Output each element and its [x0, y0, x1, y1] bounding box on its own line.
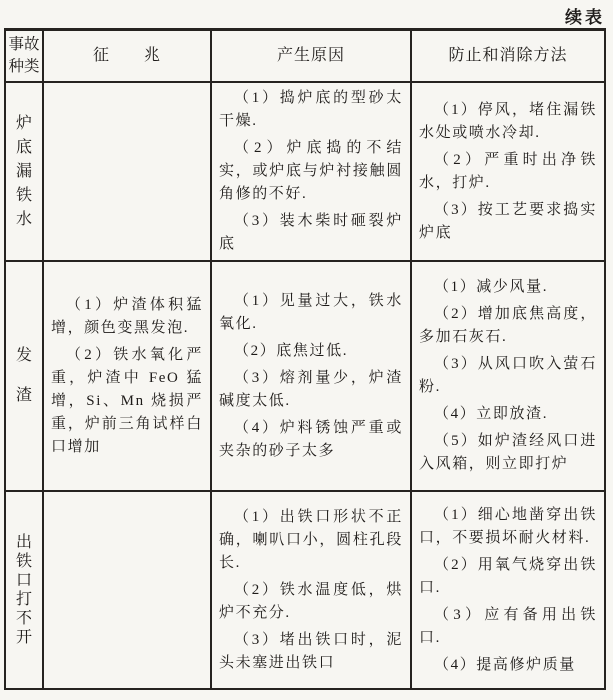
header-accident-type: 事故种类 [8, 36, 40, 75]
cell-paragraph: （4）炉料锈蚀严重或夹杂的砂子太多 [219, 419, 403, 459]
causes-cell [210, 260, 410, 490]
accident-type-label: 炉底漏铁水 [15, 114, 32, 228]
accident-type-cell [6, 81, 42, 260]
accident-type-cell [6, 490, 42, 688]
prevention-cell [410, 260, 604, 490]
cell-paragraph: （3）熔剂量少，炉渣碱度太低. [219, 369, 403, 409]
continued-table-label: 续表 [565, 8, 605, 27]
cell-paragraph: （2）严重时出净铁水，打炉. [419, 151, 597, 191]
header-prevention: 防止和消除方法 [410, 31, 604, 81]
accident-type-cell [6, 260, 42, 490]
cell-paragraph: （3）按工艺要求捣实炉底 [419, 201, 597, 241]
cell-paragraph: （1）细心地凿穿出铁口，不要损坏耐火材料. [419, 506, 597, 546]
cell-paragraph: （2）炉底捣的不结实，或炉底与炉衬接触圆角修的不好. [219, 140, 403, 202]
header-causes: 产生原因 [210, 31, 410, 81]
cell-paragraph: （3）堵出铁口时，泥头未塞进出铁口 [219, 631, 403, 671]
cell-paragraph: （2）用氧气烧穿出铁口. [419, 556, 597, 596]
cell-paragraph: （1）出铁口形状不正确，喇叭口小，圆柱孔段长. [219, 508, 403, 571]
signs-cell [42, 81, 210, 260]
cell-paragraph: （2）底焦过低. [234, 342, 349, 359]
cell-paragraph: （3）从风口吹入萤石粉. [419, 356, 597, 395]
accident-table [4, 28, 606, 690]
cell-paragraph: （2）铁水温度低，烘炉不充分. [219, 581, 403, 621]
cell-paragraph: （2）增加底焦高度，多加石灰石. [419, 306, 597, 345]
accident-type-label: 出铁口打不开 [15, 534, 32, 646]
prevention-cell [410, 81, 604, 260]
cell-paragraph: （2）铁水氧化严重，炉渣中 FeO 猛增，Si、Mn 烧损严重，炉前三角试样白口增加 [51, 346, 203, 455]
cell-paragraph: （5）如炉渣经风口进入风箱，则立即打炉 [419, 433, 597, 472]
header-signs: 征 兆 [42, 31, 210, 81]
cell-paragraph: （1）停风，堵住漏铁水处或喷水冷却. [419, 101, 597, 141]
signs-cell [42, 490, 210, 688]
cell-paragraph: （1）减少风量. [434, 279, 549, 295]
causes-cell [210, 81, 410, 260]
cell-paragraph: （1）捣炉底的型砂太干燥. [219, 90, 403, 129]
prevention-cell [410, 490, 604, 688]
causes-cell [210, 490, 410, 688]
accident-type-label: 发渣 [15, 347, 32, 404]
cell-paragraph: （1）见量过大，铁水氧化. [219, 292, 403, 332]
cell-paragraph: （3）装木柴时砸裂炉底 [219, 213, 403, 252]
cell-paragraph: （1）炉渣体积猛增，颜色变黑发泡. [51, 296, 203, 336]
cell-paragraph: （3）应有备用出铁口. [419, 606, 597, 646]
cell-paragraph: （4）立即放渣. [434, 406, 549, 422]
cell-paragraph: （4）提高修炉质量 [434, 656, 576, 673]
signs-cell [42, 260, 210, 490]
